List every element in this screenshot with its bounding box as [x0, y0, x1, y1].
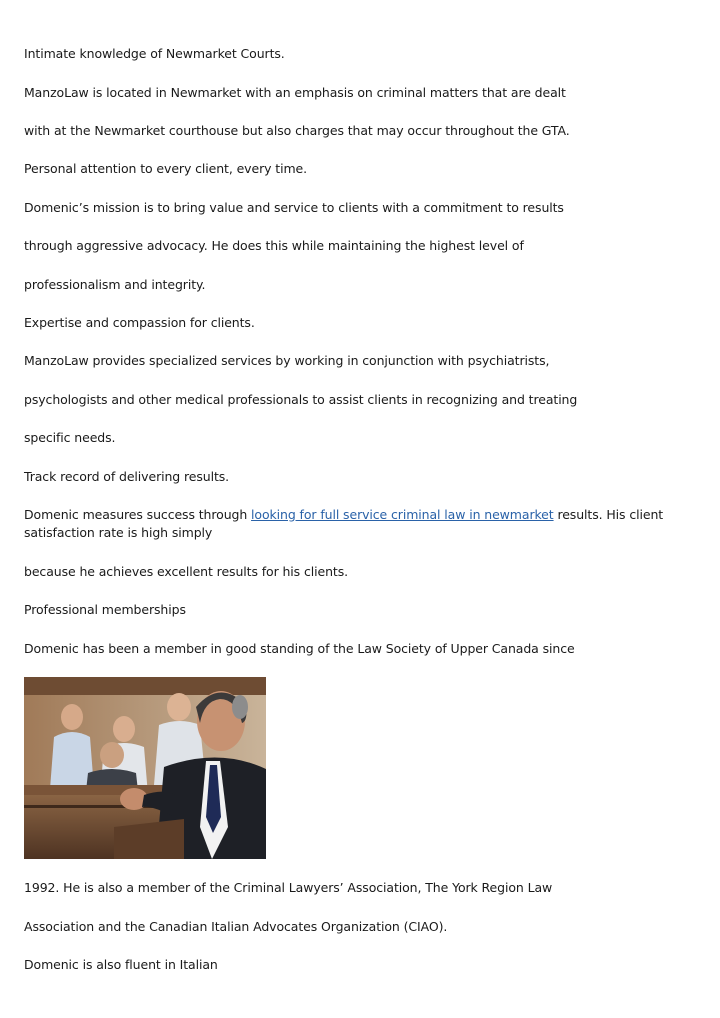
paragraph-success-with-link [24, 506, 700, 542]
success-text-before: Domenic measures success through [24, 507, 252, 522]
paragraph-personal-attention: Personal attention to every client, every time. [24, 161, 307, 176]
paragraph-track-record: Track record of delivering results. [24, 469, 230, 484]
success-text-after: results. His client satisfaction rate is high simply [24, 507, 664, 540]
paragraph-services-line-3: specific needs. [24, 430, 116, 445]
paragraph-memberships-line-1: 1992. He is also a member of the Criminal Lawyers’ Association, The York Region Law [24, 880, 553, 895]
paragraph-location-line-1: ManzoLaw is located in Newmarket with an emphasis on criminal matters that are dealt [24, 85, 566, 100]
paragraph-memberships-line-2: Association and the Canadian Italian Advocates Organization (CIAO). [24, 919, 448, 934]
paragraph-mission-line-2: through aggressive advocacy. He does this while maintaining the highest level of [24, 238, 524, 253]
paragraph-location-line-2: with at the Newmarket courthouse but also charges that may occur throughout the GTA. [24, 123, 570, 138]
paragraph-memberships-heading: Professional memberships [24, 602, 186, 617]
criminal-law-link[interactable]: looking for full service criminal law in newmarket [251, 507, 554, 522]
paragraph-mission-line-1: Domenic’s mission is to bring value and service to clients with a commitment to results [24, 200, 564, 215]
paragraph-mission-line-3: professionalism and integrity. [24, 277, 206, 292]
paragraph-services-line-2: psychologists and other medical professionals to assist clients in recognizing and treating [24, 392, 578, 407]
paragraph-law-society: Domenic has been a member in good standing of the Law Society of Upper Canada since [24, 641, 575, 656]
paragraph-newmarket-courts: Intimate knowledge of Newmarket Courts. [24, 46, 285, 61]
paragraph-italian: Domenic is also fluent in Italian [24, 957, 218, 972]
paragraph-services-line-1: ManzoLaw provides specialized services by working in conjunction with psychiatrists, [24, 353, 550, 368]
courtroom-lawyer-photo [24, 677, 266, 859]
paragraph-expertise: Expertise and compassion for clients. [24, 315, 255, 330]
paragraph-results: because he achieves excellent results for his clients. [24, 564, 348, 579]
